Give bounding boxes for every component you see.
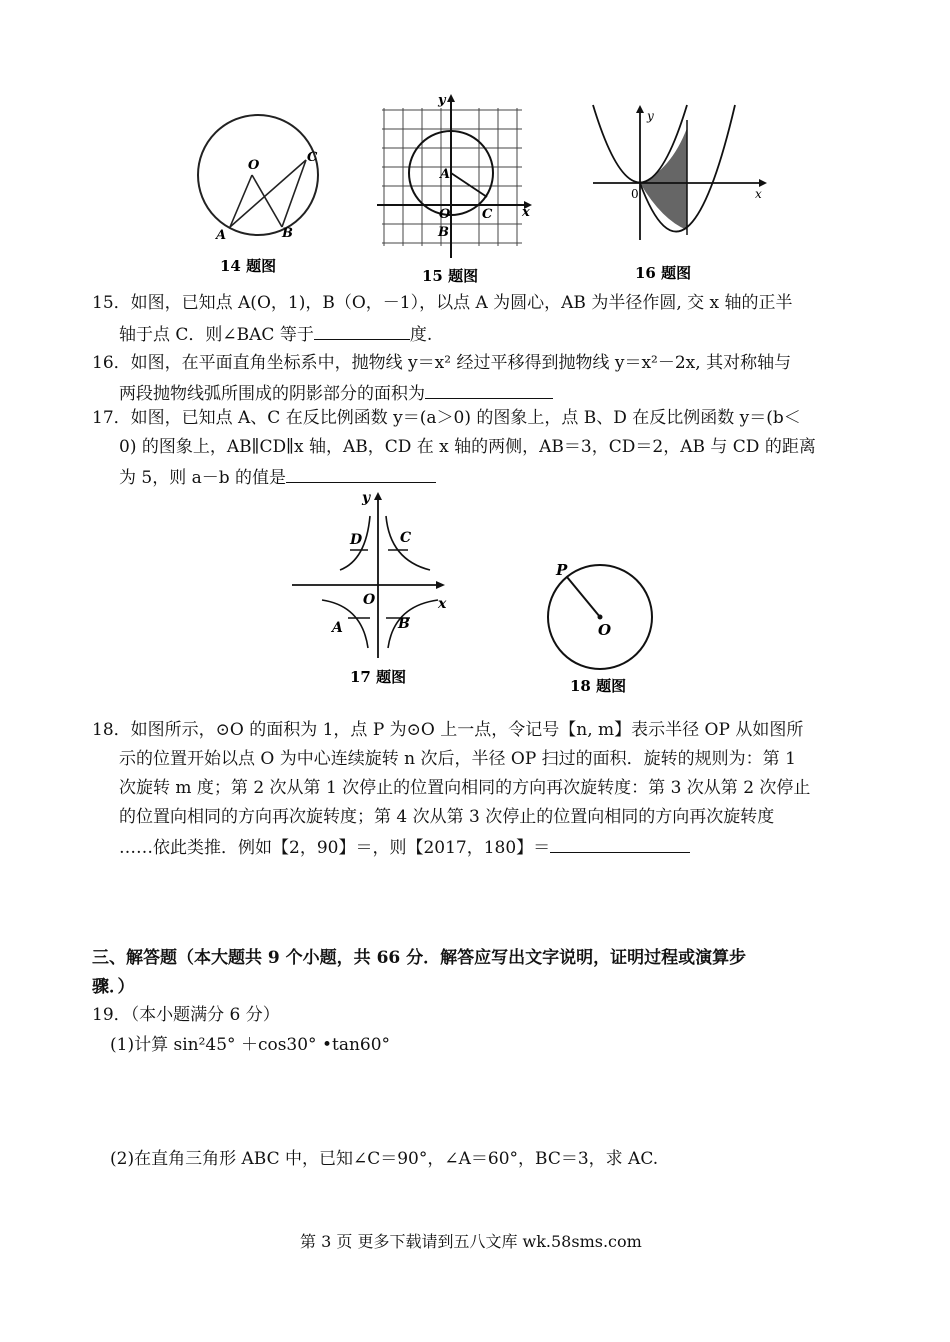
q18-line3: 次旋转 m 度；第 2 次从第 1 次停止的位置向相同的方向再次旋转度：第 3 次从第 2 次停止 bbox=[119, 778, 811, 798]
fig18-caption: 18 题图 bbox=[570, 677, 627, 695]
fig15-label-c: C bbox=[482, 207, 493, 222]
q18-line4: 的位置向相同的方向再次旋转度；第 4 次从第 3 次停止的位置向相同的方向再次旋转度 bbox=[119, 807, 775, 827]
q15-answer-blank[interactable] bbox=[314, 321, 410, 340]
fig17-caption: 17 题图 bbox=[350, 668, 407, 686]
q19-part1: (1)计算 sin²45° ＋cos30° •tan60° bbox=[110, 1035, 391, 1055]
fig14-label-o: O bbox=[248, 158, 260, 173]
fig14-label-c: C bbox=[307, 150, 318, 165]
figure-17 bbox=[290, 488, 460, 688]
fig17-label-d: D bbox=[350, 532, 363, 548]
q15-line1: 15．如图，已知点 A(O，1)，B（O，－1），以点 A 为圆心，AB 为半径作圆, 交 x 轴的正半 bbox=[92, 293, 793, 313]
fig16-label-y: y bbox=[647, 109, 654, 123]
fig18-label-p: P bbox=[556, 561, 568, 579]
q18-line5-text: ……依此类推．例如【2，90】＝，则【2017，180】＝ bbox=[119, 838, 551, 858]
fig18-label-o: O bbox=[598, 621, 612, 639]
q16-line2 bbox=[119, 380, 553, 406]
fig14-caption: 14 题图 bbox=[220, 257, 277, 275]
figure-18 bbox=[540, 555, 665, 700]
fig16-label-0: 0 bbox=[631, 187, 639, 201]
q17-line3-text: 为 5，则 a－b 的值是 bbox=[119, 468, 287, 488]
fig15-label-a: A bbox=[440, 167, 451, 182]
q16-line1: 16．如图，在平面直角坐标系中，抛物线 y＝x² 经过平移得到抛物线 y＝x²－2x, 其对称轴与 bbox=[92, 353, 792, 373]
fig15-label-y: y bbox=[438, 93, 446, 108]
fig17-label-b: B bbox=[398, 616, 410, 632]
fig15-label-x: x bbox=[522, 205, 530, 220]
fig14-label-b: B bbox=[282, 226, 293, 241]
q16-answer-blank[interactable] bbox=[425, 380, 553, 399]
section3-heading-line1: 三、解答题（本大题共 9 个小题，共 66 分．解答应写出文字说明，证明过程或演算步 bbox=[92, 948, 747, 968]
fig15-label-b: B bbox=[438, 225, 449, 240]
q15-line2-text: 轴于点 C．则∠BAC 等于 bbox=[119, 325, 314, 345]
section3-heading-line2: 骤．） bbox=[92, 977, 135, 997]
q18-line2: 示的位置开始以点 O 为中心连续旋转 n 次后，半径 OP 扫过的面积．旋转的规则为：第 1 bbox=[119, 749, 796, 769]
q15-line2 bbox=[119, 321, 432, 347]
q17-line2: 0) 的图象上，AB∥CD∥x 轴，AB，CD 在 x 轴的两侧，AB＝3，CD＝2，AB 与 CD 的距离 bbox=[119, 437, 816, 457]
q19-header: 19．（本小题满分 6 分） bbox=[92, 1005, 280, 1025]
fig16-caption: 16 题图 bbox=[635, 264, 692, 282]
fig17-label-y: y bbox=[362, 490, 371, 506]
figure-14 bbox=[190, 95, 340, 285]
q17-line1: 17．如图，已知点 A、C 在反比例函数 y＝(a＞0) 的图象上，点 B、D 在反比例函数 y＝(b＜ bbox=[92, 408, 801, 428]
fig15-caption: 15 题图 bbox=[422, 267, 479, 285]
q15-line2-end: 度. bbox=[409, 325, 433, 345]
q16-line2-text: 两段抛物线弧所围成的阴影部分的面积为 bbox=[119, 384, 425, 404]
fig17-label-o: O bbox=[363, 592, 376, 608]
q18-line1: 18．如图所示，⊙O 的面积为 1，点 P 为⊙O 上一点，令记号【n, m】表示半径 OP 从如图所 bbox=[92, 720, 804, 740]
figure-16 bbox=[585, 100, 775, 290]
figure-15 bbox=[372, 88, 542, 288]
fig17-label-a: A bbox=[332, 620, 343, 636]
q17-line3 bbox=[119, 464, 436, 490]
fig14-label-a: A bbox=[216, 228, 227, 243]
q17-answer-blank[interactable] bbox=[286, 464, 436, 483]
page-footer: 第 3 页 更多下载请到五八文库 wk.58sms.com bbox=[300, 1232, 642, 1251]
fig17-label-c: C bbox=[400, 530, 412, 546]
fig15-label-o: O bbox=[439, 207, 451, 222]
fig16-label-x: x bbox=[755, 187, 762, 201]
q19-part2: (2)在直角三角形 ABC 中，已知∠C＝90°，∠A＝60°，BC＝3，求 AC. bbox=[110, 1149, 659, 1169]
fig17-label-x: x bbox=[438, 596, 447, 612]
q18-answer-blank[interactable] bbox=[550, 834, 690, 853]
q18-line5 bbox=[119, 834, 690, 860]
